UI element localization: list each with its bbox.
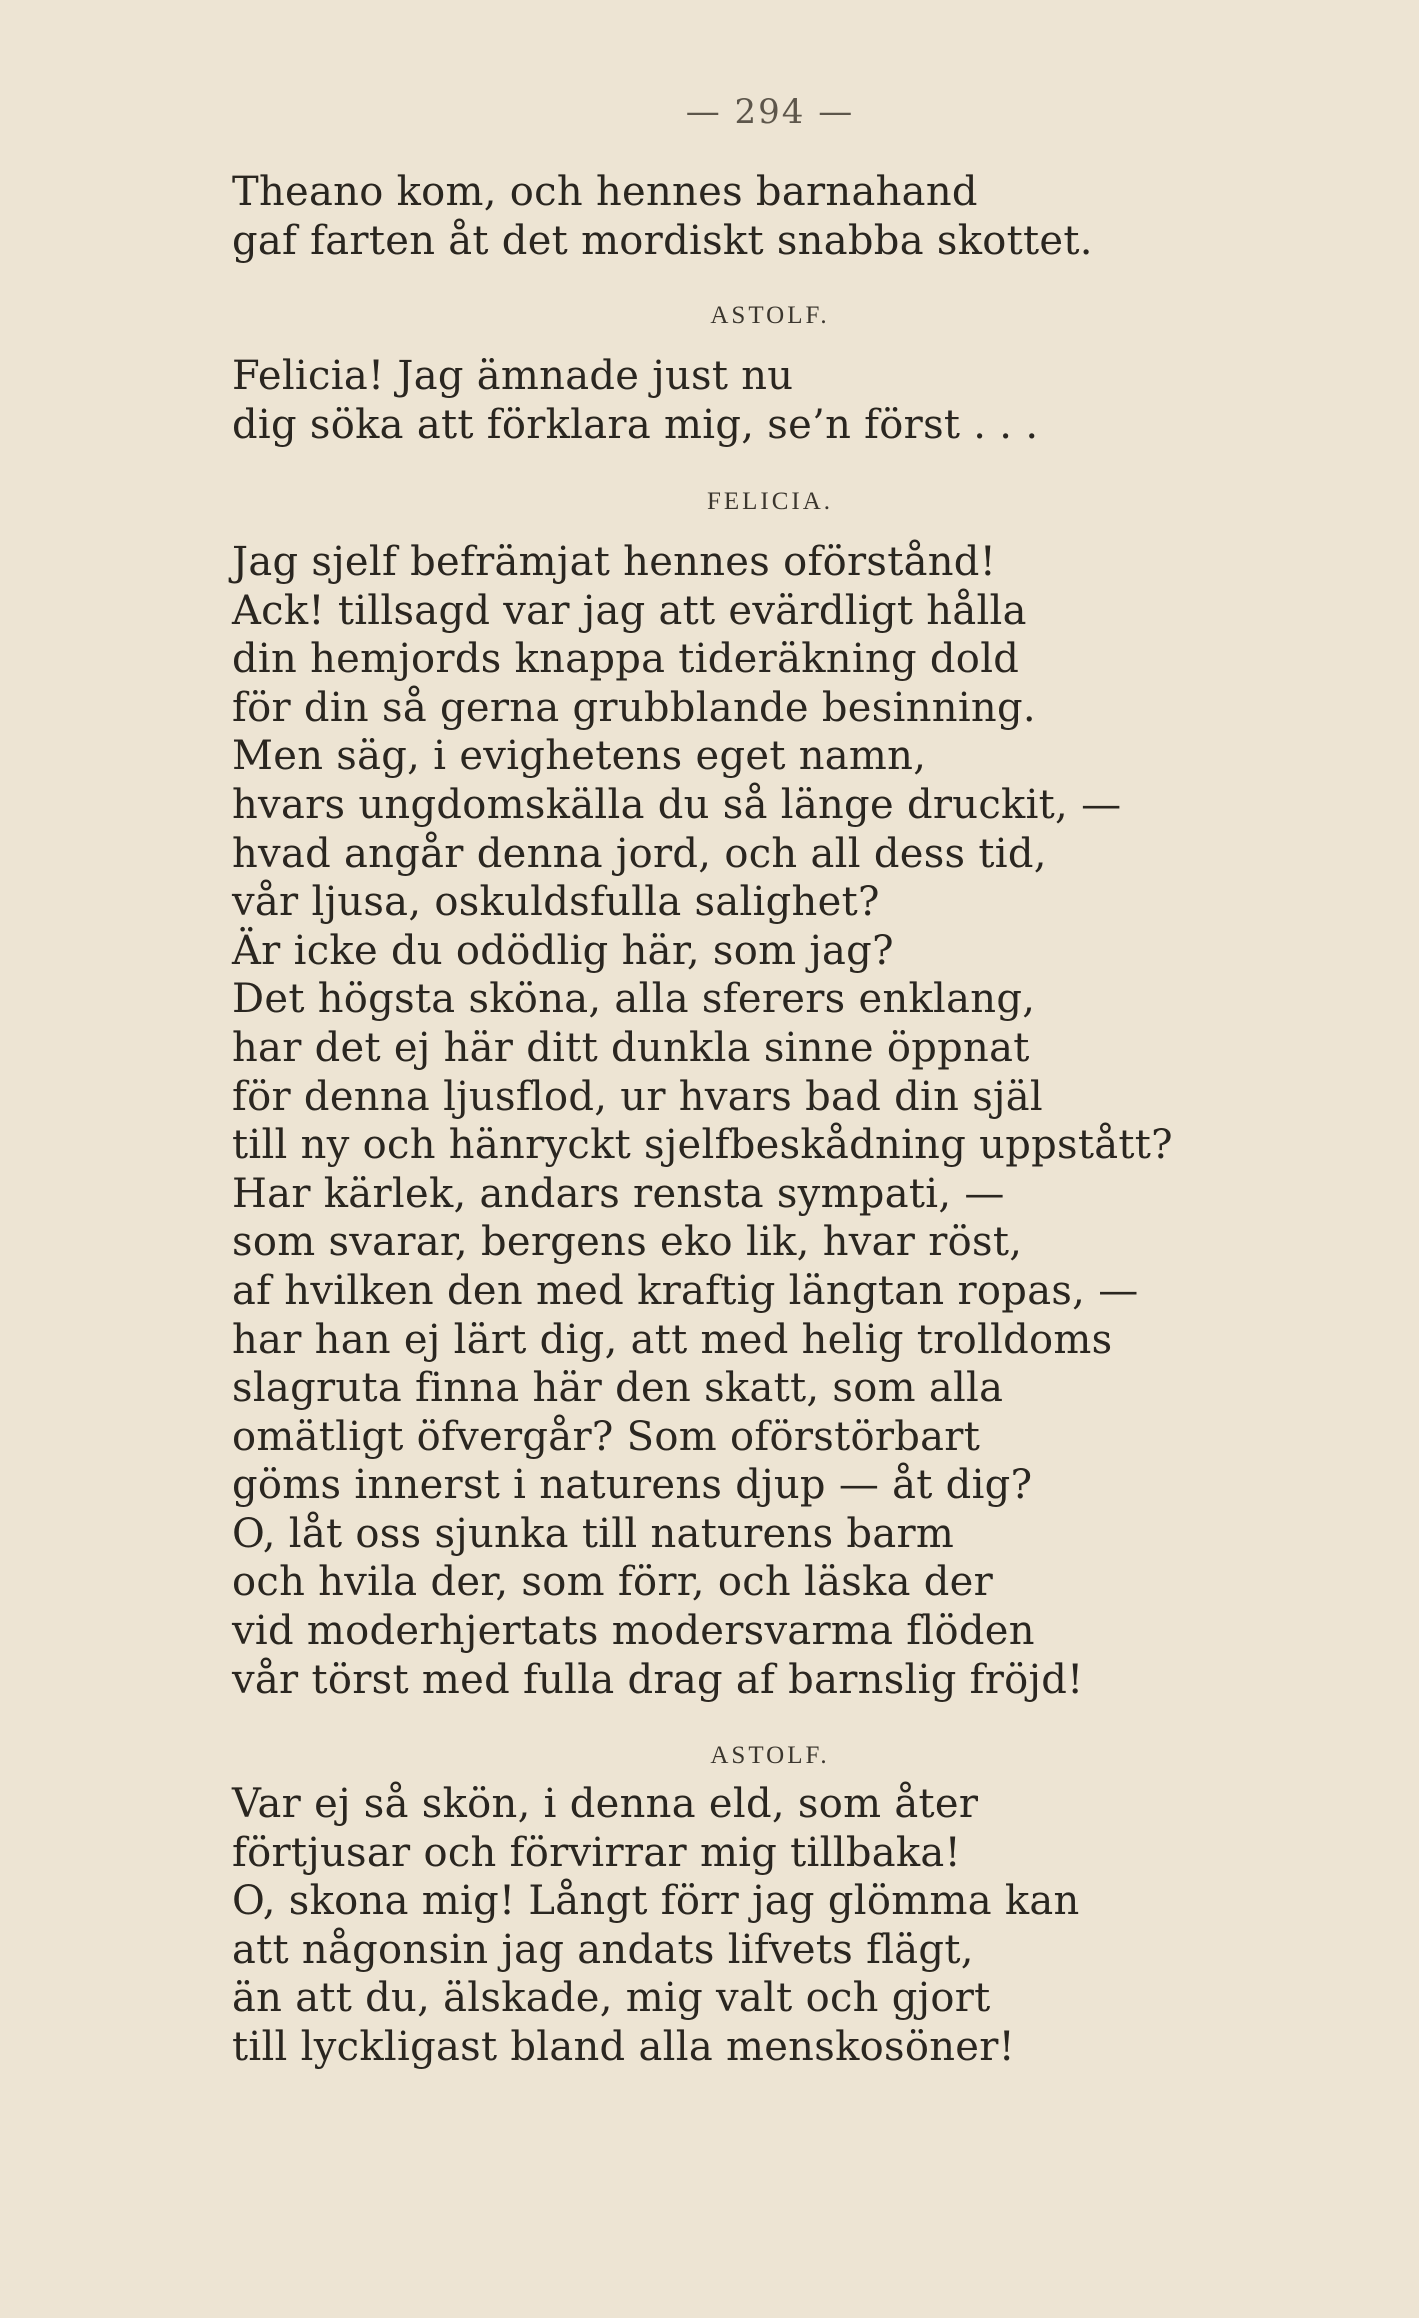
verse-line: af hvilken den med kraftig längtan ropas, — [232,1267,1139,1314]
speaker-name: ASTOLF. [710,1742,830,1769]
verse-line: och hvila der, som förr, och läska der [232,1559,994,1606]
verse-block [232,168,1312,265]
verse-line: Jag sjelf befrämjat hennes oförstånd! [232,539,997,585]
verse-line: till ny och hänryckt sjelfbeskådning uppstått? [232,1122,1173,1169]
verse-line: vår ljusa, oskuldsfulla salighet? [232,879,880,926]
verse-block [232,1780,1312,2072]
verse-line: O, låt oss sjunka till naturens barm [232,1510,955,1557]
verse-line: dig söka att förklara mig, se’n först . . . [232,401,1039,448]
verse-line: gaf farten åt det mordiskt snabba skottet. [232,217,1093,264]
verse-line: din hemjords knappa tideräkning dold [232,636,1020,683]
verse-line: Ack! tillsagd var jag att evärdligt hålla [232,587,1027,634]
verse-line: slagruta finna här den skatt, som alla [232,1365,1004,1412]
verse-block [232,352,1312,449]
verse-line: hvad angår denna jord, och all dess tid, [232,830,1047,877]
verse-line: förtjusar och förvirrar mig tillbaka! [232,1829,961,1876]
verse-line: för denna ljusflod, ur hvars bad din själ [232,1073,1043,1120]
verse-line: som svarar, bergens eko lik, hvar röst, [232,1219,1023,1266]
speaker-name: FELICIA. [706,488,834,515]
verse-line: vår törst med fulla drag af barnslig fröjd! [232,1656,1084,1703]
verse-line: Det högsta sköna, alla sferers enklang, [232,976,1036,1023]
speaker-name: ASTOLF. [710,302,830,329]
verse-line: Felicia! Jag ämnade just nu [232,353,794,399]
verse-line: vid moderhjertats modersvarma flöden [232,1608,1035,1655]
verse-line: att någonsin jag andats lifvets flägt, [232,1926,974,1973]
verse-line: O, skona mig! Långt förr jag glömma kan [232,1878,1080,1925]
page-number: — 294 — [685,92,855,132]
verse-line: Är icke du odödlig här, som jag? [232,927,894,974]
verse-line: har han ej lärt dig, att med helig trolldoms [232,1316,1113,1363]
verse-line: Men säg, i evighetens eget namn, [232,733,927,780]
verse-line: Har kärlek, andars rensta sympati, — [232,1170,1005,1217]
verse-line: Theano kom, och hennes barnahand [232,169,978,215]
verse-line: hvars ungdomskälla du så länge druckit, — [232,781,1122,828]
verse-line: än att du, älskade, mig valt och gjort [232,1975,991,2022]
verse-line: till lyckligast bland alla menskosöner! [232,2023,1016,2070]
verse-line: har det ej här ditt dunkla sinne öppnat [232,1024,1030,1071]
verse-line: för din så gerna grubblande besinning. [232,684,1036,731]
verse-line: göms innerst i naturens djup — åt dig? [232,1462,1033,1509]
verse-block [232,538,1312,1704]
verse-line: omätligt öfvergår? Som oförstörbart [232,1413,981,1460]
verse-line: Var ej så skön, i denna eld, som åter [232,1781,979,1827]
